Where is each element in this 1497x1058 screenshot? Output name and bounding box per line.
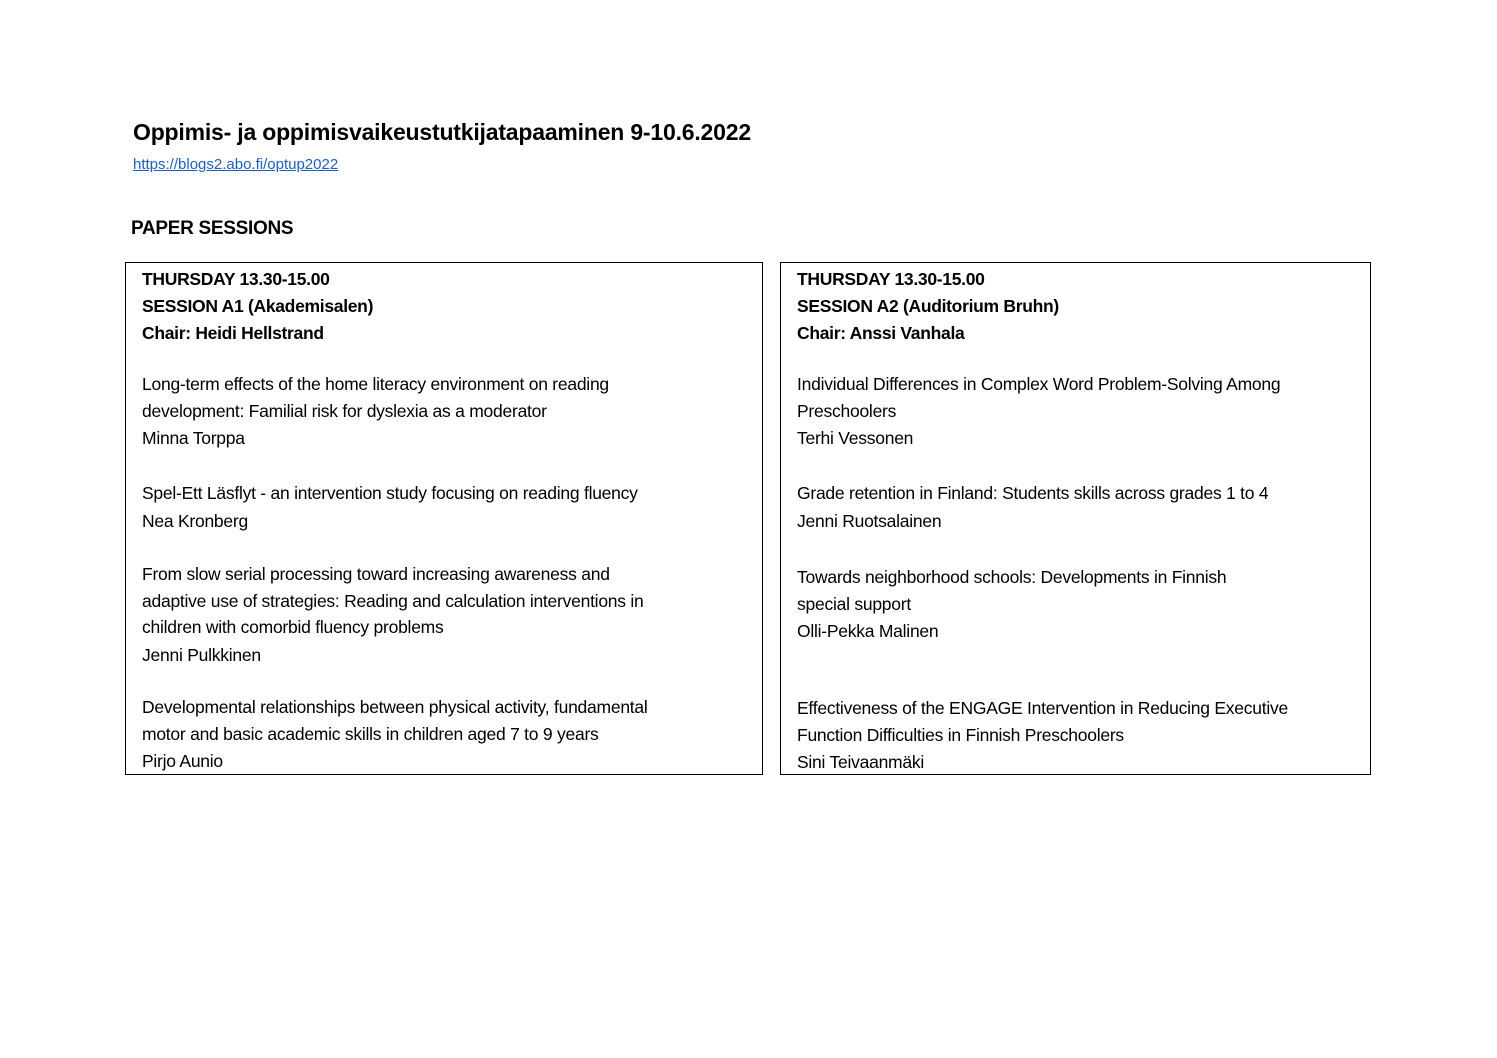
session-name: SESSION A2 (Auditorium Bruhn) — [797, 296, 1059, 316]
paper-item — [142, 371, 609, 452]
paper-title-line: Individual Differences in Complex Word Problem-Solving Among — [797, 374, 1281, 394]
paper-item — [797, 371, 1280, 452]
paper-title-line: Towards neighborhood schools: Developments in Finnish — [797, 567, 1227, 587]
document-title: Oppimis- ja oppimisvaikeustutkijatapaaminen 9-10.6.2022 — [133, 119, 751, 145]
paper-author: Minna Torppa — [142, 428, 245, 448]
paper-author: Terhi Vessonen — [797, 428, 914, 448]
paper-item — [142, 694, 648, 775]
paper-item — [797, 480, 1268, 534]
paper-title-line: Grade retention in Finland: Students skills across grades 1 to 4 — [797, 483, 1269, 503]
session-a1-header — [142, 266, 373, 347]
paper-author: Jenni Pulkkinen — [142, 644, 261, 665]
session-a1-box — [125, 262, 763, 775]
paper-title-line: adaptive use of strategies: Reading and calculation interventions in — [142, 590, 644, 611]
paper-item — [797, 695, 1288, 776]
paper-item — [142, 561, 644, 668]
paper-author: Olli-Pekka Malinen — [797, 621, 939, 641]
paper-item — [142, 480, 638, 534]
session-a2-header — [797, 266, 1059, 347]
paper-title-line: Long-term effects of the home literacy environment on reading — [142, 374, 609, 394]
session-a2-box — [780, 262, 1371, 775]
section-heading: PAPER SESSIONS — [131, 218, 294, 239]
session-time: THURSDAY 13.30-15.00 — [797, 269, 985, 289]
paper-title-line: Effectiveness of the ENGAGE Intervention in Reducing Executive — [797, 698, 1288, 718]
paper-author: Nea Kronberg — [142, 510, 248, 531]
paper-title-line: Developmental relationships between physical activity, fundamental — [142, 697, 648, 717]
paper-author: Pirjo Aunio — [142, 751, 223, 771]
paper-title-line: special support — [797, 593, 911, 614]
session-time: THURSDAY 13.30-15.00 — [142, 269, 330, 289]
paper-title-line: children with comorbid fluency problems — [142, 617, 444, 637]
paper-title-line: Preschoolers — [797, 400, 897, 421]
session-chair: Chair: Anssi Vanhala — [797, 323, 965, 343]
session-name: SESSION A1 (Akademisalen) — [142, 296, 374, 316]
paper-title-line: Function Difficulties in Finnish Preschoolers — [797, 724, 1124, 745]
paper-item — [797, 564, 1226, 645]
paper-title-line: motor and basic academic skills in children aged 7 to 9 years — [142, 723, 599, 744]
paper-title-line: From slow serial processing toward increasing awareness and — [142, 564, 610, 584]
paper-title-line: development: Familial risk for dyslexia as a moderator — [142, 400, 547, 421]
paper-author: Sini Teivaanmäki — [797, 752, 924, 772]
session-chair: Chair: Heidi Hellstrand — [142, 323, 324, 343]
conference-link[interactable]: https://blogs2.abo.fi/optup2022 — [133, 156, 339, 173]
paper-title-line: Spel-Ett Läsflyt - an intervention study focusing on reading fluency — [142, 483, 638, 503]
paper-author: Jenni Ruotsalainen — [797, 510, 942, 531]
